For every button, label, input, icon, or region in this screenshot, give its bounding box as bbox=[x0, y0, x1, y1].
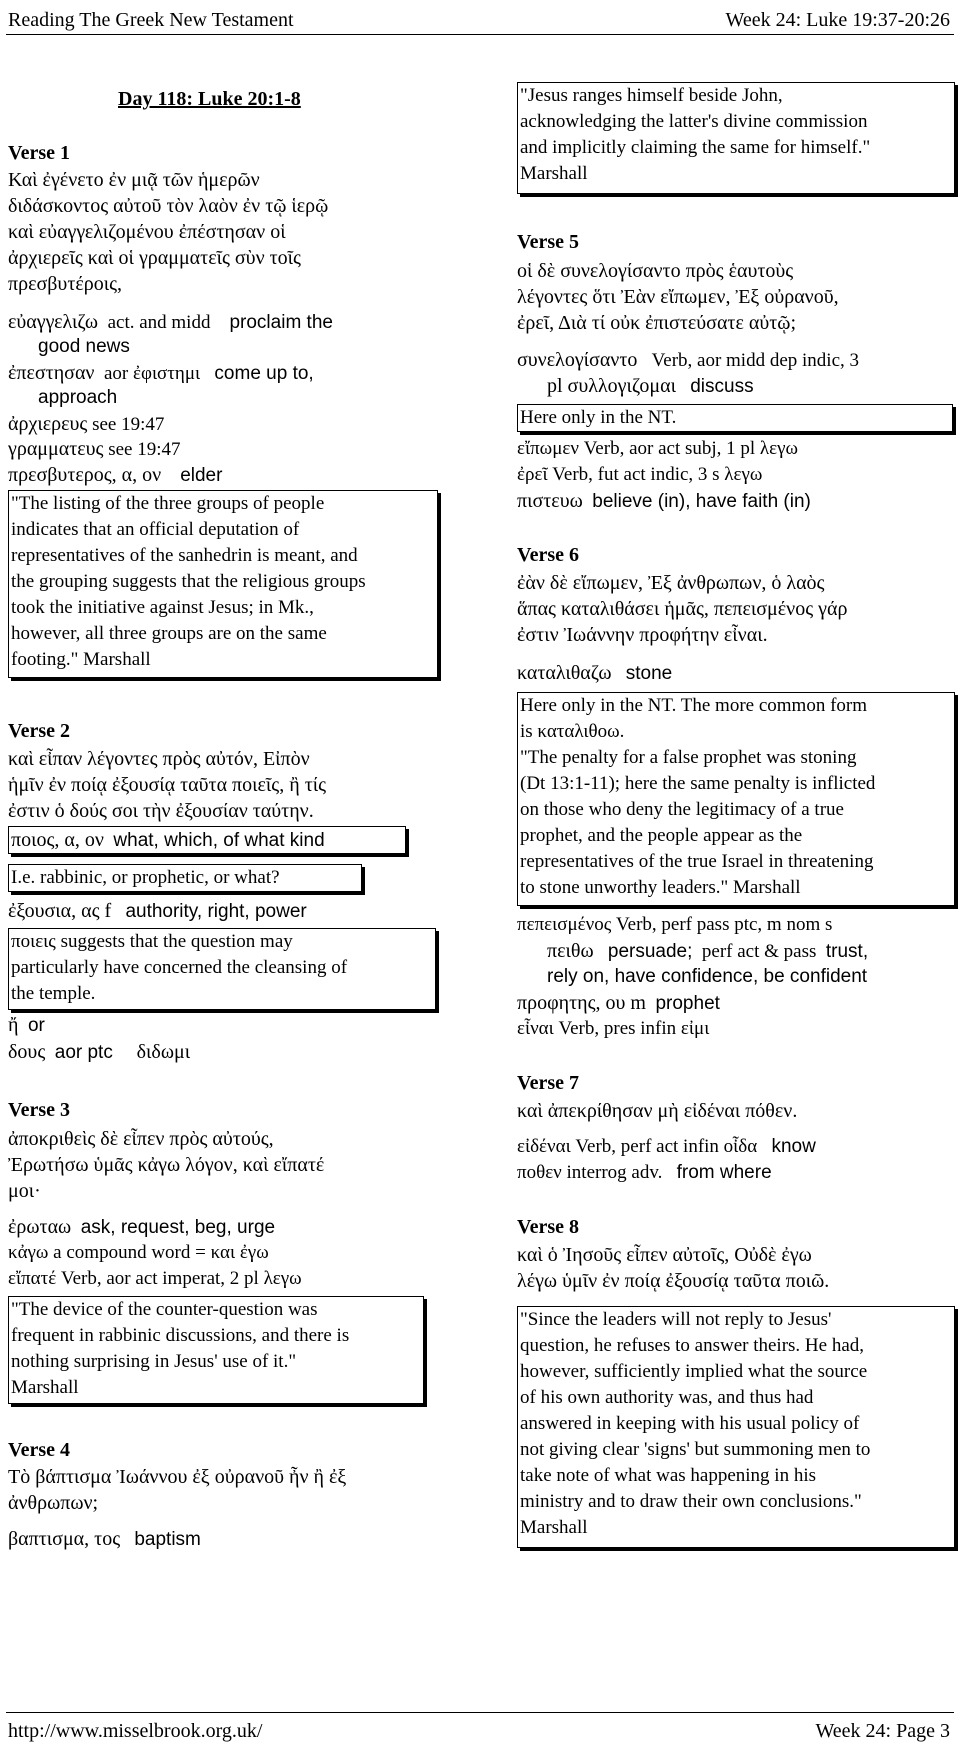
greek-line: μοι· bbox=[8, 1180, 41, 1202]
vocab-entry-cont: good news bbox=[38, 336, 130, 357]
greek-line: ἀνθρωπων; bbox=[8, 1492, 99, 1514]
note-line: to stone unworthy leaders." Marshall bbox=[520, 877, 801, 898]
vocab-entry: ἤ or bbox=[8, 1014, 45, 1036]
vocab-entry: συνελογίσαντο Verb, aor midd dep indic, 3 bbox=[517, 349, 860, 371]
note-line: ministry and to draw their own conclusions." bbox=[520, 1491, 862, 1512]
vocab-entry: ἐπεστησαν aor ἐφιστημι come up to, bbox=[8, 362, 314, 384]
note-line: ποιεις suggests that the question may bbox=[11, 931, 293, 952]
page-footer bbox=[6, 1712, 954, 1743]
note-line: indicates that an official deputation of bbox=[11, 519, 300, 540]
vocab-entry: ἐξουσια, ας f authority, right, power bbox=[8, 900, 307, 922]
vocab-entry: πεπεισμένος Verb, perf pass ptc, m nom s bbox=[517, 914, 833, 935]
note-box bbox=[8, 490, 438, 678]
note-line: on those who deny the legitimacy of a true bbox=[520, 799, 844, 820]
vocab-entry: εὐαγγελιζω act. and midd proclaim the bbox=[8, 311, 333, 333]
note-line: representatives of the true Israel in threatening bbox=[520, 851, 874, 872]
note-line: answered in keeping with his usual policy of bbox=[520, 1413, 860, 1434]
note-box bbox=[8, 1296, 424, 1404]
greek-line: ἀρχιερεῖς καὶ οἱ γραμματεῖς σὺν τοῖς bbox=[8, 247, 301, 269]
verse-3-heading: Verse 3 bbox=[8, 1099, 71, 1121]
note-line: is καταλιθοω. bbox=[520, 721, 625, 742]
note-line: "The device of the counter-question was bbox=[11, 1299, 318, 1320]
note-line: "The penalty for a false prophet was stoning bbox=[520, 747, 857, 768]
vocab-entry: εἰδέναι Verb, perf act infin οἶδα know bbox=[517, 1136, 816, 1157]
note-box bbox=[8, 928, 436, 1010]
note-line: the grouping suggests that the religious groups bbox=[11, 571, 366, 592]
greek-line: πρεσβυτέροις, bbox=[8, 273, 123, 295]
vocab-box: ποιος, α, ον what, which, of what kind bbox=[8, 826, 406, 854]
note-line: "Since the leaders will not reply to Jesus' bbox=[520, 1309, 832, 1330]
vocab-entry-cont: pl συλλογιζομαι discuss bbox=[547, 375, 754, 397]
vocab-entry: ἐρωταω ask, request, beg, urge bbox=[8, 1216, 276, 1238]
note-line: prophet, and the people appear as the bbox=[520, 825, 803, 846]
note-line: Marshall bbox=[520, 163, 588, 184]
note-line: of his own authority was, and thus had bbox=[520, 1387, 814, 1408]
note-line: acknowledging the latter's divine commission bbox=[520, 111, 868, 132]
day-title: Day 118: Luke 20:1-8 bbox=[118, 88, 301, 110]
vocab-entry-cont: πειθω persuade; perf act & pass trust, bbox=[547, 940, 869, 962]
greek-line: ἀποκριθεὶς δὲ εἶπεν πρὸς αὐτούς, bbox=[8, 1128, 274, 1150]
vocab-entry: εἴπατέ Verb, aor act imperat, 2 pl λεγω bbox=[8, 1268, 302, 1289]
page-header bbox=[6, 8, 954, 35]
greek-line: Τὸ βάπτισμα Ἰωάννου ἐξ οὐρανοῦ ἦν ἢ ἐξ bbox=[8, 1466, 347, 1488]
verse-4-heading: Verse 4 bbox=[8, 1439, 71, 1461]
vocab-entry: κἀγω a compound word = και ἐγω bbox=[8, 1242, 269, 1263]
verse-8-heading: Verse 8 bbox=[517, 1216, 580, 1238]
vocab-entry: προφητης, ου m prophet bbox=[517, 992, 720, 1014]
greek-line: καὶ εἶπαν λέγοντες πρὸς αὐτόν, Εἰπὸν bbox=[8, 748, 310, 770]
vocab-entry: πρεσβυτερος, α, ον elder bbox=[8, 464, 223, 486]
vocab-entry: γραμματευς see 19:47 bbox=[8, 438, 181, 460]
vocab-entry: εἶναι Verb, pres infin εἰμι bbox=[517, 1018, 710, 1039]
vocab-entry: ἀρχιερευς see 19:47 bbox=[8, 413, 165, 435]
note-box bbox=[517, 692, 955, 906]
header-title: Reading The Greek New Testament bbox=[8, 9, 294, 31]
vocab-entry: καταλιθαζω stone bbox=[517, 662, 673, 684]
note-line: "The listing of the three groups of people bbox=[11, 493, 325, 514]
note-line: take note of what was happening in his bbox=[520, 1465, 817, 1486]
vocab-entry-cont: approach bbox=[38, 387, 118, 408]
header-week: Week 24: Luke 19:37-20:26 bbox=[725, 9, 950, 31]
greek-line: ἡμῖν ἐν ποίᾳ ἐξουσίᾳ ταῦτα ποιεῖς, ἢ τίς bbox=[8, 774, 327, 796]
note-line: Marshall bbox=[520, 1517, 588, 1538]
footer-url[interactable]: http://www.misselbrook.org.uk/ bbox=[8, 1720, 263, 1742]
greek-line: οἱ δὲ συνελογίσαντο πρὸς ἑαυτοὺς bbox=[517, 260, 794, 282]
verse-6-heading: Verse 6 bbox=[517, 544, 580, 566]
greek-line: ἐστιν ὁ δούς σοι τὴν ἐξουσίαν ταύτην. bbox=[8, 800, 314, 822]
greek-line: λέγοντες ὅτι Ἐὰν εἴπωμεν, Ἐξ οὐρανοῦ, bbox=[517, 286, 839, 308]
vocab-entry: πιστευω believe (in), have faith (in) bbox=[517, 490, 811, 512]
note-line: representatives of the sanhedrin is meant, and bbox=[11, 545, 358, 566]
verse-7-heading: Verse 7 bbox=[517, 1072, 580, 1094]
note-line: not giving clear 'signs' but summoning men to bbox=[520, 1439, 871, 1460]
footer-page: Week 24: Page 3 bbox=[815, 1720, 950, 1742]
greek-line: καὶ ἀπεκρίθησαν μὴ εἰδέναι πόθεν. bbox=[517, 1100, 798, 1122]
greek-line: ἐρεῖ, Διὰ τί οὐκ ἐπιστεύσατε αὐτῷ; bbox=[517, 312, 797, 334]
note-line: took the initiative against Jesus; in Mk., bbox=[11, 597, 314, 618]
greek-line: λέγω ὑμῖν ἐν ποίᾳ ἐξουσίᾳ ταῦτα ποιῶ. bbox=[517, 1270, 830, 1292]
vocab-box: I.e. rabbinic, or prophetic, or what? bbox=[8, 864, 362, 892]
greek-line: ἐὰν δὲ εἴπωμεν, Ἐξ ἀνθρωπων, ὁ λαὸς bbox=[517, 572, 825, 594]
note-line: however, all three groups are on the same bbox=[11, 623, 327, 644]
greek-line: Καὶ ἐγένετο ἐν μιᾷ τῶν ἡμερῶν bbox=[8, 169, 260, 191]
vocab-entry: δους aor ptc διδωμι bbox=[8, 1041, 191, 1063]
note-line: particularly have concerned the cleansing of bbox=[11, 957, 348, 978]
note-box bbox=[517, 1306, 955, 1548]
vocab-entry-cont: rely on, have confidence, be confident bbox=[547, 966, 868, 987]
note-line: frequent in rabbinic discussions, and there is bbox=[11, 1325, 350, 1346]
vocab-box: Here only in the NT. bbox=[517, 404, 953, 432]
note-line: the temple. bbox=[11, 983, 96, 1004]
note-line: nothing surprising in Jesus' use of it." bbox=[11, 1351, 297, 1372]
vocab-entry: εἴπωμεν Verb, aor act subj, 1 pl λεγω bbox=[517, 438, 799, 459]
greek-line: ἐστιν Ἰωάννην προφήτην εἶναι. bbox=[517, 624, 768, 646]
greek-line: διδάσκοντος αὐτοῦ τὸν λαὸν ἐν τῷ ἱερῷ bbox=[8, 195, 329, 217]
verse-5-heading: Verse 5 bbox=[517, 231, 580, 253]
note-line: "Jesus ranges himself beside John, bbox=[520, 85, 783, 106]
verse-1-heading: Verse 1 bbox=[8, 142, 71, 164]
vocab-entry: ποθεν interrog adv. from where bbox=[517, 1162, 772, 1183]
note-line: (Dt 13:1-11); here the same penalty is inflicted bbox=[520, 773, 876, 794]
greek-line: ἅπας καταλιθάσει ἡμᾶς, πεπεισμένος γάρ bbox=[517, 598, 848, 620]
greek-line: καὶ ὁ Ἰησοῦς εἶπεν αὐτοῖς, Οὐδὲ ἐγω bbox=[517, 1244, 812, 1266]
note-line: question, he refuses to answer theirs. He had, bbox=[520, 1335, 865, 1356]
verse-2-heading: Verse 2 bbox=[8, 720, 71, 742]
greek-line: Ἐρωτήσω ὑμᾶς κἀγω λόγον, καὶ εἴπατέ bbox=[8, 1154, 325, 1176]
vocab-entry: ἐρεῖ Verb, fut act indic, 3 s λεγω bbox=[517, 464, 763, 485]
note-line: footing." Marshall bbox=[11, 649, 151, 670]
quote-box bbox=[517, 82, 955, 194]
note-line: and implicitly claiming the same for himself." bbox=[520, 137, 871, 158]
note-line: Here only in the NT. The more common form bbox=[520, 695, 868, 716]
note-line: however, sufficiently implied what the source bbox=[520, 1361, 868, 1382]
greek-line: καὶ εὐαγγελιζομένου ἐπέστησαν οἱ bbox=[8, 221, 286, 243]
vocab-entry: βαπτισμα, τος baptism bbox=[8, 1528, 201, 1550]
note-line: Marshall bbox=[11, 1377, 79, 1398]
